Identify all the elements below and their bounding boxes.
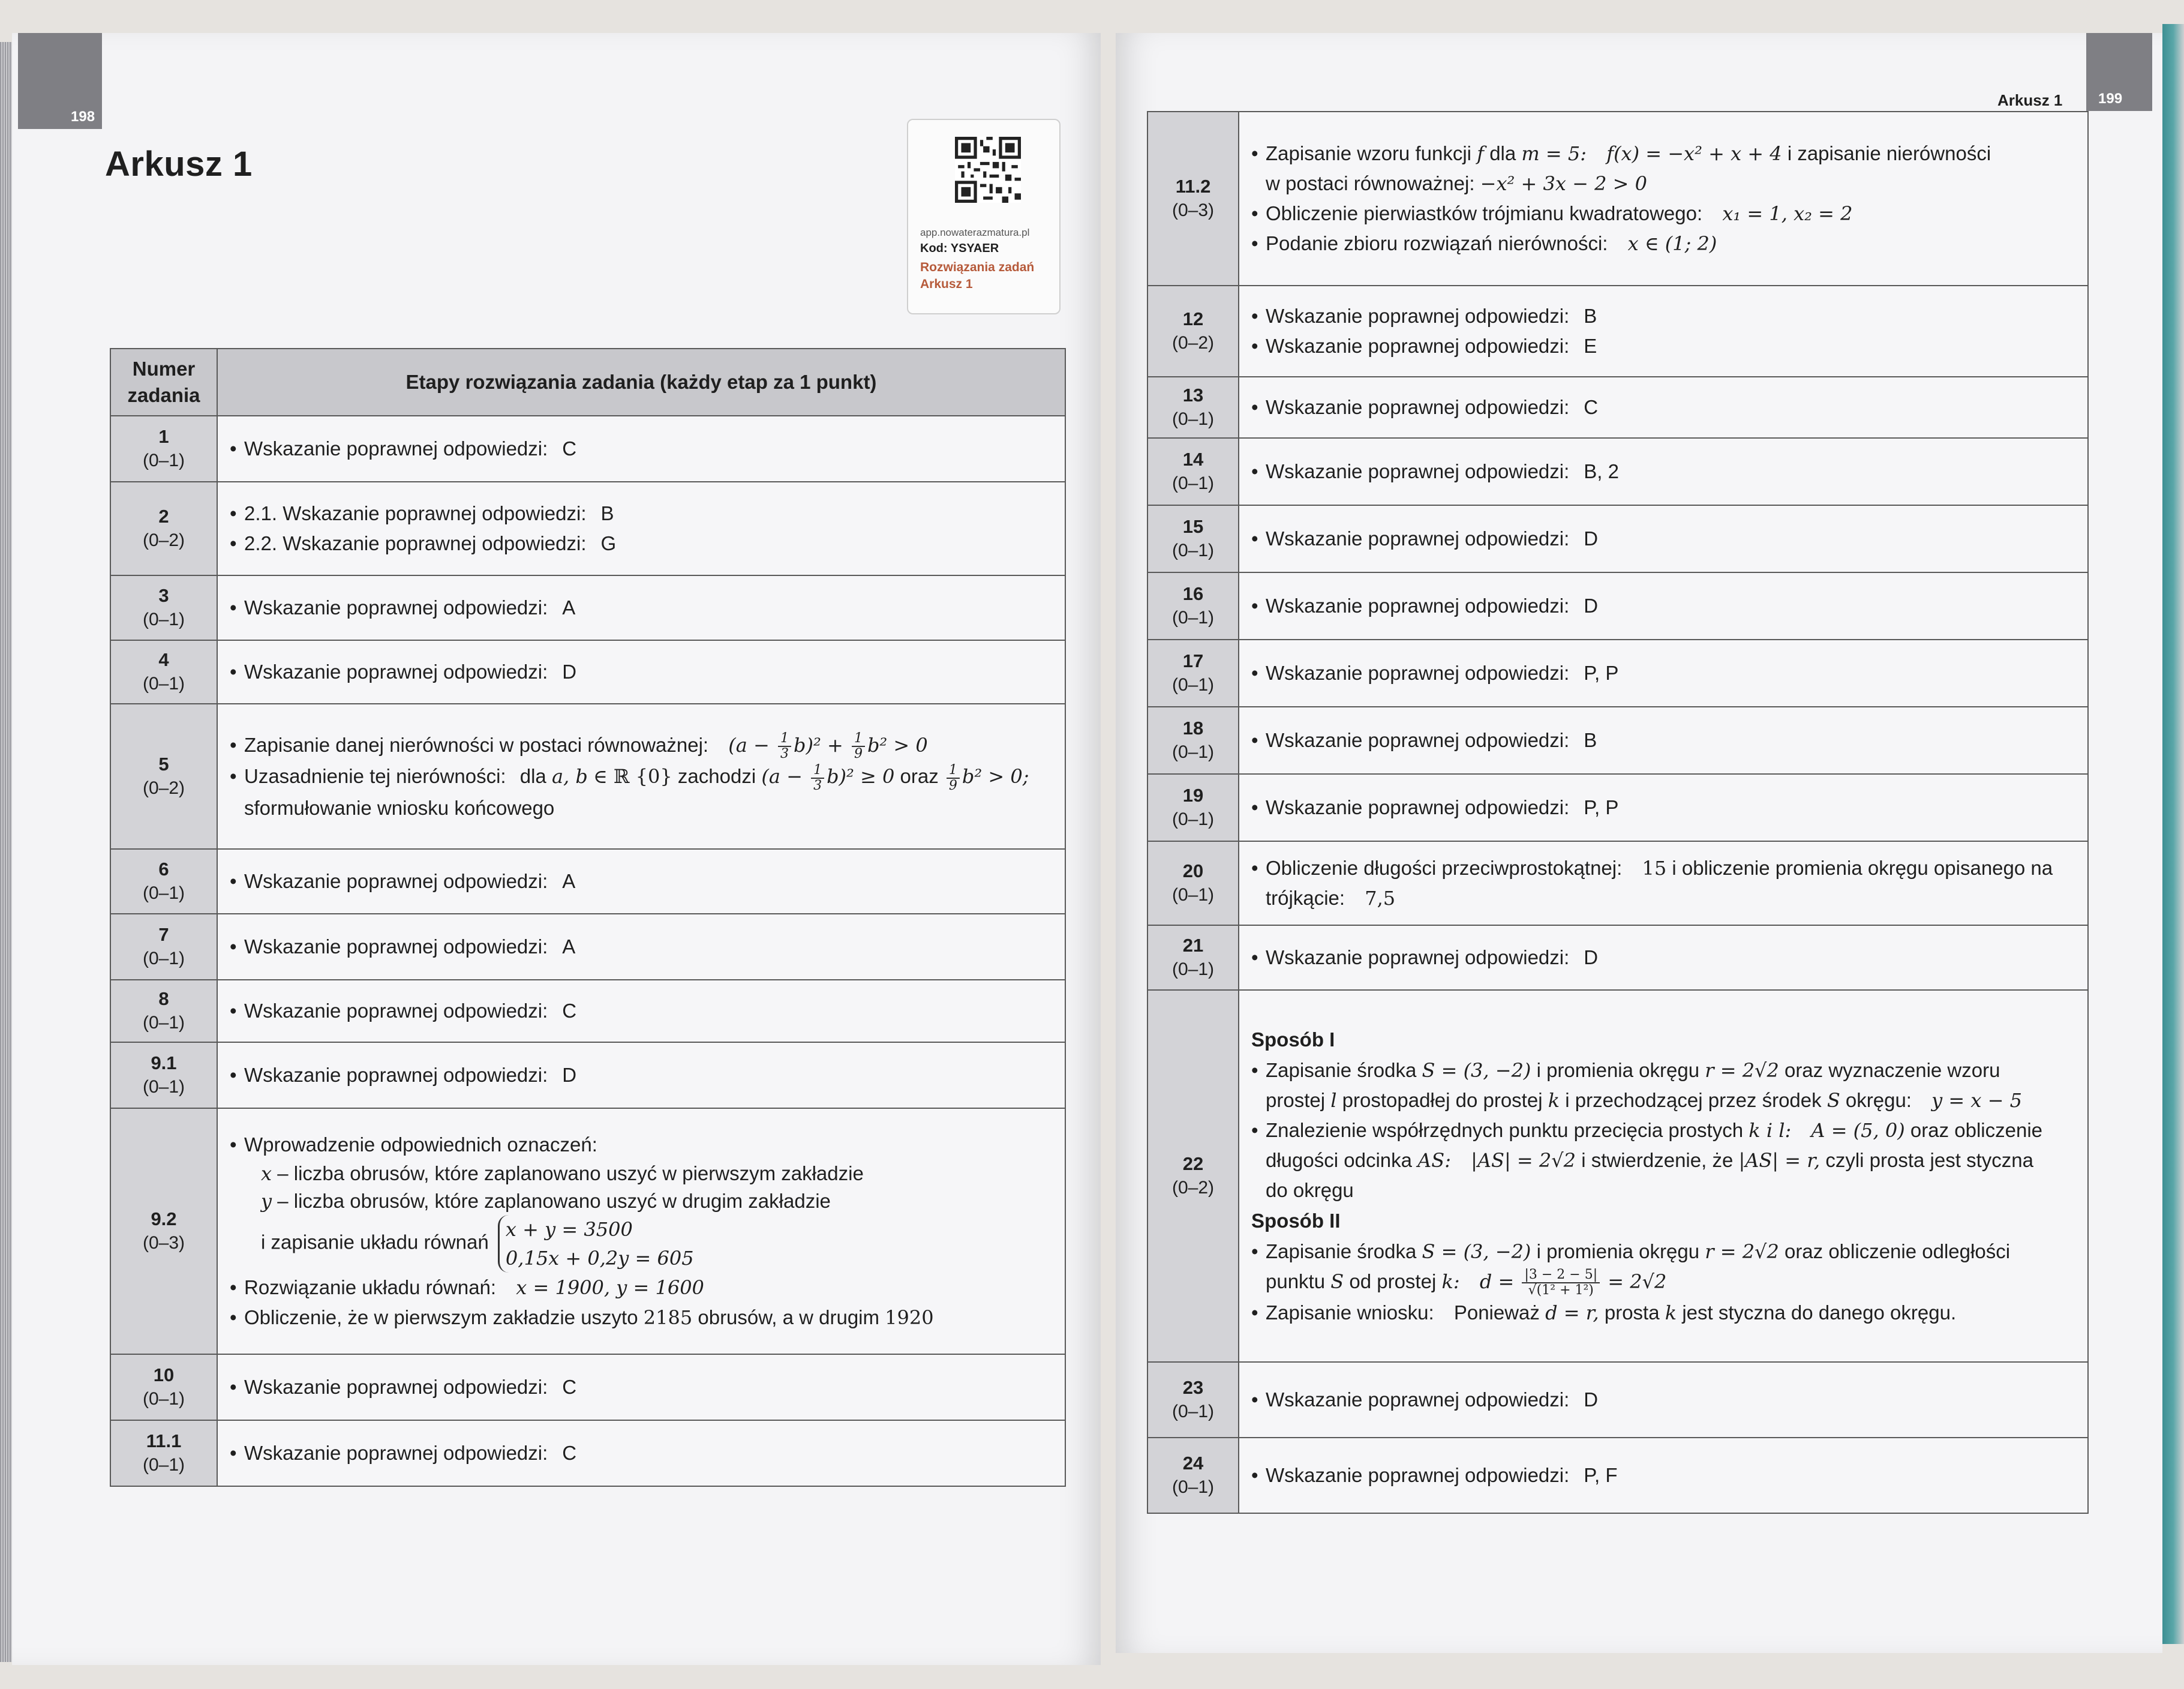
method-heading: Sposób II [1251,1209,1341,1232]
list-item: • Uzasadnienie tej nierówności: dla a, b ∈ ℝ {0} zachodzi (a − $\frac{1}{3}$ b)² ≥ 0 oraz $\frac{1}{9}$ b² > 0; sformułowanie wniosku końcowego [230,761,1053,823]
list-item: • Zapisanie środka S = (3, −2) i promienia okręgu r = 2√2 oraz obliczenie odległości punktu S od prostej k: d = $\frac{|3 - 2 - 5|}{\text{√(1² + 1²)}}$ = 2√2 [1251,1237,2075,1298]
task-points: (0–3) [1171,200,1215,220]
task-points: (0–1) [1171,885,1215,905]
task-number-cell [1147,841,1239,925]
stages-cell [217,1420,1065,1486]
table-row [1147,841,2088,925]
stages-cell [217,1042,1065,1108]
qr-solutions-link[interactable] [920,259,1034,293]
stages-cell [1239,1362,2088,1438]
task-points: (0–3) [142,1233,185,1253]
task-number: 16 [1182,583,1204,604]
table-row [110,1042,1065,1108]
answer-value: C [1584,396,1599,418]
list-item: • Wskazanie poprawnej odpowiedzi: A [230,932,1053,962]
list-item: • Wskazanie poprawnej odpowiedzi: C [230,1438,1053,1468]
stages-cell [1239,377,2088,438]
answer-value: D [1584,527,1599,550]
task-points: (0–2) [142,530,185,550]
task-number: 1 [158,426,169,447]
list-item: • Wskazanie poprawnej odpowiedzi: D [230,657,1053,687]
stages-cell [1239,112,2088,286]
answer-value: B [1584,305,1597,327]
page-stack-edge-left [0,42,12,1662]
task-number: 7 [158,924,169,945]
table-row [1147,774,2088,841]
list-item: • Wskazanie poprawnej odpowiedzi: C [1251,392,2075,422]
stages-cell [1239,640,2088,707]
task-number-cell [1147,707,1239,774]
list-item: • 2.2. Wskazanie poprawnej odpowiedzi: G [230,529,1053,559]
task-number: 12 [1182,308,1204,329]
task-number-cell [110,640,217,704]
table-row [1147,1362,2088,1438]
table-row [110,1354,1065,1420]
method-heading: Sposób I [1251,1028,1335,1051]
table-row [110,1108,1065,1354]
list-item: • Wskazanie poprawnej odpowiedzi: C [230,1372,1053,1402]
list-item: • Rozwiązanie układu równań: x = 1900, y = 1600 [230,1273,1053,1303]
list-item: • Zapisanie danej nierówności w postaci równoważnej: (a − $\frac{1}{3}$ b)² + $\frac{1}{9}$ b² > 0 [230,730,1053,762]
answer-value: P, P [1584,662,1619,684]
task-number-cell [110,482,217,575]
list-item: • Wskazanie poprawnej odpowiedzi: D [1251,943,2075,973]
task-points: (0–1) [142,1013,185,1033]
stages-cell [217,1354,1065,1420]
stages-cell [1239,505,2088,572]
task-number: 11.2 [1175,176,1211,197]
table-row [110,980,1065,1042]
task-points: (0–1) [1171,1477,1215,1497]
task-number: 14 [1182,449,1204,470]
task-number: 20 [1182,860,1204,881]
table-row [110,416,1065,482]
stages-cell [1239,925,2088,990]
task-number-cell [1147,1438,1239,1513]
list-item: • Wskazanie poprawnej odpowiedzi: A [230,866,1053,896]
task-number-cell [110,1108,217,1354]
stages-cell [217,849,1065,914]
answer-value: B, 2 [1584,460,1619,482]
list-item: • Wskazanie poprawnej odpowiedzi: C [230,996,1053,1026]
stages-cell [1239,286,2088,377]
task-number-cell [1147,774,1239,841]
task-points: (0–1) [142,1389,185,1409]
table-header-row [110,349,1065,416]
task-number: 4 [158,649,169,670]
task-number-cell [1147,112,1239,286]
task-number-cell [110,914,217,980]
task-number: 6 [158,859,169,880]
answer-value: D [1584,946,1599,968]
table-row [110,1420,1065,1486]
answer-value: P, F [1584,1464,1618,1486]
task-number: 19 [1182,785,1204,806]
stages-cell [1239,990,2088,1362]
answer-value: D [1584,1388,1599,1411]
answer-value: A [562,870,576,892]
qr-link-line-2: Arkusz 1 [920,277,973,291]
stages-cell [1239,707,2088,774]
table-row [1147,112,2088,286]
task-number: 15 [1182,516,1204,537]
list-item: • Wskazanie poprawnej odpowiedzi: E [1251,331,2075,361]
task-number: 9.1 [151,1052,177,1073]
task-number: 22 [1182,1153,1204,1174]
answer-value: C [562,1442,577,1464]
task-number: 9.2 [151,1208,177,1229]
table-row [1147,438,2088,505]
table-row [1147,377,2088,438]
table-row [1147,505,2088,572]
page-number-tab-left [18,33,102,129]
task-number-cell [110,1354,217,1420]
qr-access-code: Kod: YSYAER [920,242,999,255]
task-number: 23 [1182,1377,1204,1398]
task-number: 24 [1182,1453,1204,1474]
table-row [1147,572,2088,640]
header-stages: Etapy rozwiązania zadania (każdy etap za 1 punkt) [217,349,1065,416]
task-points: (0–1) [1171,809,1215,829]
answer-value: P, P [1584,796,1619,818]
task-points: (0–1) [1171,541,1215,560]
list-item: • Znalezienie współrzędnych punktu przecięcia prostych k i l: A = (5, 0) oraz obliczenie długości odcinka AS: |AS| = 2√2 i stwierdzenie, że |AS| = r, czyli prosta jest styczna do okręgu [1251,1115,2075,1205]
qr-card[interactable] [907,119,1061,314]
stages-cell [217,482,1065,575]
task-points: (0–1) [1171,608,1215,628]
task-number: 11.1 [146,1430,182,1451]
table-row [110,704,1065,849]
header-number: Numer zadania [110,349,217,416]
table-row [110,914,1065,980]
task-points: (0–1) [1171,959,1215,979]
list-item: • Wskazanie poprawnej odpowiedzi: P, P [1251,793,2075,823]
table-row [110,849,1065,914]
task-points: (0–2) [142,778,185,798]
task-number-cell [110,1420,217,1486]
stages-cell [1239,1438,2088,1513]
stages-cell [217,416,1065,482]
list-item: • Zapisanie wniosku: Ponieważ d = r, prosta k jest styczna do danego okręgu. [1251,1298,2075,1328]
task-number: 10 [153,1364,175,1385]
table-row [110,575,1065,640]
list-item: • Wskazanie poprawnej odpowiedzi: A [230,593,1053,623]
list-item: • Wskazanie poprawnej odpowiedzi: D [230,1060,1053,1090]
task-points: (0–1) [142,1077,185,1097]
task-number: 2 [158,506,169,527]
list-item: • Zapisanie wzoru funkcji f dla m = 5: f(x) = −x² + x + 4 i zapisanie nierówności w postaci równoważnej: −x² + 3x − 2 > 0 [1251,139,2075,199]
list-item: • Wskazanie poprawnej odpowiedzi: B [1251,725,2075,755]
table-row [1147,286,2088,377]
task-number-cell [110,575,217,640]
qr-url: app.nowaterazmatura.pl [920,227,1030,238]
list-item: • Obliczenie pierwiastków trójmianu kwadratowego: x₁ = 1, x₂ = 2 [1251,199,2075,229]
stages-cell [1239,774,2088,841]
task-points: (0–1) [142,674,185,694]
table-row [1147,640,2088,707]
answer-value: C [562,437,577,460]
task-number: 18 [1182,718,1204,739]
stages-cell [217,704,1065,849]
task-number-cell [110,980,217,1042]
answer-value: C [562,1376,577,1398]
task-number: 21 [1182,935,1204,956]
task-points: (0–2) [1171,333,1215,353]
list-item: • Wskazanie poprawnej odpowiedzi: P, F [1251,1460,2075,1490]
table-row [1147,990,2088,1362]
table-row [1147,1438,2088,1513]
page-stack-edge-right [2162,24,2184,1644]
page-number-tab-right [2086,33,2152,111]
answer-value: D [1584,595,1599,617]
list-item: • Wskazanie poprawnej odpowiedzi: P, P [1251,658,2075,688]
list-item: • Wskazanie poprawnej odpowiedzi: B, 2 [1251,457,2075,487]
running-head: Arkusz 1 [1997,91,2063,109]
stages-cell [217,575,1065,640]
task-number: 17 [1182,650,1204,671]
task-number-cell [1147,925,1239,990]
task-points: (0–1) [142,610,185,629]
task-number-cell [110,704,217,849]
stages-cell [217,980,1065,1042]
list-item: • Zapisanie środka S = (3, −2) i promienia okręgu r = 2√2 oraz wyznaczenie wzoru prostej l prostopadłej do prostej k i przechodzącej przez środek S okręgu: y = x − 5 [1251,1055,2075,1115]
answer-value: C [562,1000,577,1022]
task-number-cell [110,416,217,482]
stages-cell [1239,572,2088,640]
table-row [110,482,1065,575]
list-item: • Wskazanie poprawnej odpowiedzi: D [1251,524,2075,554]
stages-cell [217,1108,1065,1354]
task-points: (0–2) [1171,1178,1215,1198]
table-row [1147,925,2088,990]
stages-cell [217,640,1065,704]
task-number: 13 [1182,385,1204,406]
page-number: 199 [2098,91,2123,107]
list-item: • Wskazanie poprawnej odpowiedzi: D [1251,1385,2075,1415]
answer-value: A [562,596,576,619]
list-item: • 2.1. Wskazanie poprawnej odpowiedzi: B [230,499,1053,529]
task-number-cell [110,1042,217,1108]
solutions-table-right [1147,111,2089,1514]
page-number: 198 [71,109,95,125]
answer-value: E [1584,335,1597,357]
qr-code-icon[interactable] [955,137,1021,203]
task-points: (0–1) [142,1455,185,1475]
list-item: • Obliczenie długości przeciwprostokątnej: 15 i obliczenie promienia okręgu opisanego na trójkącie: 7,5 [1251,853,2075,913]
qr-link-line-1: Rozwiązania zadań [920,260,1035,274]
list-item: • Obliczenie, że w pierwszym zakładzie uszyto 2185 obrusów, a w drugim 1920 [230,1303,1053,1333]
task-number-cell [1147,438,1239,505]
task-number-cell [1147,505,1239,572]
list-item: • Wskazanie poprawnej odpowiedzi: C [230,434,1053,464]
task-number: 8 [158,988,169,1009]
task-points: (0–1) [142,949,185,968]
stages-cell [217,914,1065,980]
task-number: 5 [158,754,169,775]
solutions-table-left [110,348,1066,1487]
task-number-cell [1147,640,1239,707]
task-number-cell [110,849,217,914]
list-item: • Wprowadzenie odpowiednich oznaczeń: x – liczba obrusów, które zaplanowano uszyć w pierwszym zakładzie y – liczba obrusów, które zaplanowano uszyć w drugim zakładzie i zapisanie układu równań x + y = 3500 0,15x + 0,2y = 605 [230,1130,1053,1273]
answer-value: G [600,532,617,554]
answer-value: D [562,661,577,683]
task-number-cell [1147,572,1239,640]
task-points: (0–1) [1171,675,1215,695]
task-points: (0–1) [142,883,185,903]
answer-value: A [562,935,576,958]
task-points: (0–1) [1171,473,1215,493]
answer-value: D [562,1064,577,1086]
stages-cell [1239,841,2088,925]
task-number: 3 [158,585,169,606]
task-points: (0–1) [1171,1402,1215,1421]
list-item: • Wskazanie poprawnej odpowiedzi: D [1251,591,2075,621]
task-points: (0–1) [142,451,185,470]
list-item: • Wskazanie poprawnej odpowiedzi: B [1251,301,2075,331]
task-number-cell [1147,377,1239,438]
task-points: (0–1) [1171,409,1215,429]
task-number-cell [1147,286,1239,377]
stages-cell [1239,438,2088,505]
answer-value: B [600,502,614,524]
task-number-cell [1147,990,1239,1362]
task-number-cell [1147,1362,1239,1438]
table-row [110,640,1065,704]
page-title: Arkusz 1 [105,145,253,184]
task-points: (0–1) [1171,742,1215,762]
table-row [1147,707,2088,774]
answer-value: B [1584,729,1597,751]
list-item: • Podanie zbioru rozwiązań nierówności: x ∈ (1; 2) [1251,229,2075,259]
